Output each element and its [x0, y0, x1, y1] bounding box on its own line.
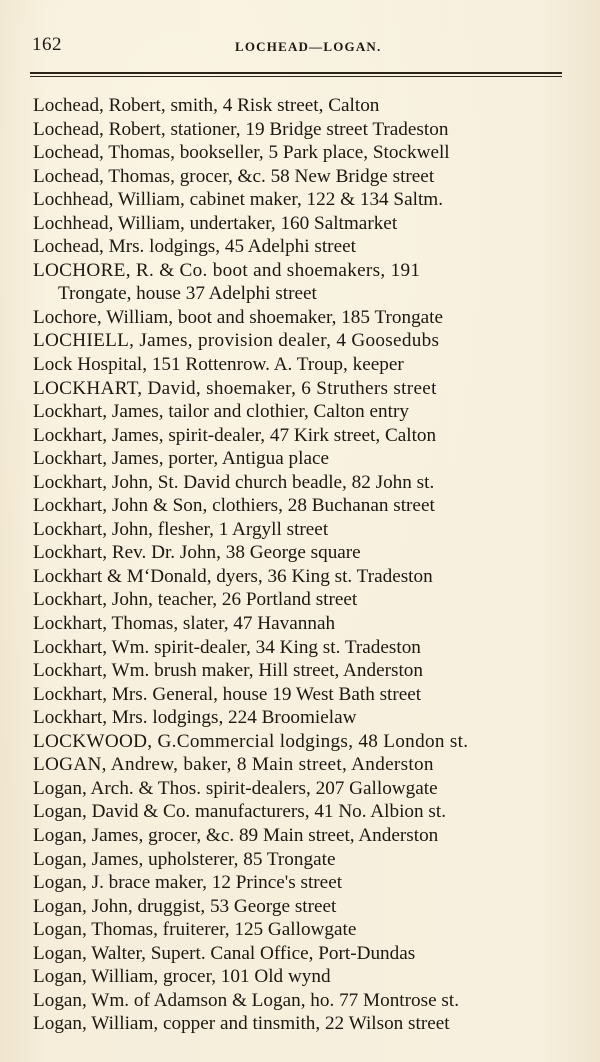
- directory-entry: Lockhart, Wm. spirit-dealer, 34 King st. Tradeston: [33, 636, 421, 658]
- directory-entry: Lockhart, Wm. brush maker, Hill street, Anderston: [33, 660, 423, 682]
- directory-entry: Lochore, William, boot and shoemaker, 185 Trongate: [33, 306, 444, 328]
- directory-entry: Logan, J. brace maker, 12 Prince's street: [33, 872, 343, 894]
- directory-entry: Lockhart, Mrs. lodgings, 224 Broomielaw: [33, 707, 357, 729]
- directory-entry: Logan, Walter, Supert. Canal Office, Port-Dundas: [33, 942, 416, 964]
- directory-entry: Lockhart, John, flesher, 1 Argyll street: [33, 518, 329, 540]
- directory-entry: LOGAN, Andrew, baker, 8 Main street, Anderston: [33, 754, 434, 776]
- directory-entry: Lockhart, James, tailor and clothier, Calton entry: [33, 401, 409, 423]
- page-number: 162: [32, 34, 62, 55]
- directory-entry: Lochead, Thomas, grocer, &c. 58 New Bridge street: [33, 165, 435, 187]
- directory-entry: Logan, William, copper and tinsmith, 22 Wilson street: [33, 1013, 450, 1035]
- directory-entry: Lochead, Robert, stationer, 19 Bridge street Tradeston: [33, 118, 449, 140]
- directory-entry: Lockhart & M‘Donald, dyers, 36 King st. Tradeston: [33, 565, 433, 587]
- directory-entry: LOCKHART, David, shoemaker, 6 Struthers street: [33, 377, 437, 399]
- directory-entry: Logan, James, grocer, &c. 89 Main street, Anderston: [33, 824, 439, 846]
- directory-entry: Lochead, Thomas, bookseller, 5 Park place, Stockwell: [33, 142, 450, 164]
- directory-entry: Lock Hospital, 151 Rottenrow. A. Troup, keeper: [33, 354, 404, 376]
- directory-entry: Logan, Arch. & Thos. spirit-dealers, 207 Gallowgate: [33, 777, 438, 799]
- directory-entry: Lochead, Robert, smith, 4 Risk street, Calton: [33, 95, 380, 116]
- directory-entry: Lockhart, John, St. David church beadle, 82 John st.: [33, 471, 435, 493]
- directory-entry: LOCKWOOD, G.Commercial lodgings, 48 London st.: [33, 730, 469, 752]
- directory-entry: Lockhart, John, teacher, 26 Portland street: [33, 589, 358, 611]
- directory-entry: Lockhart, Thomas, slater, 47 Havannah: [33, 613, 336, 635]
- directory-entry: Lochhead, William, cabinet maker, 122 & 134 Saltm.: [33, 189, 444, 211]
- directory-entry: Lochhead, William, undertaker, 160 Saltmarket: [33, 212, 398, 234]
- directory-entry: Lockhart, James, spirit-dealer, 47 Kirk street, Calton: [33, 424, 437, 446]
- directory-entry: Lockhart, John & Son, clothiers, 28 Buchanan street: [33, 495, 435, 517]
- directory-entry: Lockhart, Rev. Dr. John, 38 George square: [33, 542, 361, 564]
- header-rule: [30, 72, 562, 77]
- directory-entries: [0, 94, 600, 1036]
- directory-entry: Logan, Thomas, fruiterer, 125 Gallowgate: [33, 919, 357, 941]
- directory-entry: Lockhart, James, porter, Antigua place: [33, 448, 329, 470]
- page-header: [30, 34, 570, 60]
- directory-entry: Logan, Wm. of Adamson & Logan, ho. 77 Montrose st.: [33, 989, 459, 1011]
- running-head: LOCHEAD—LOGAN.: [235, 39, 382, 54]
- directory-entry: Lockhart, Mrs. General, house 19 West Bath street: [33, 683, 422, 705]
- directory-entry: LOCHIELL, James, provision dealer, 4 Goosedubs: [33, 330, 440, 352]
- directory-entry: Lochead, Mrs. lodgings, 45 Adelphi street: [33, 236, 356, 258]
- directory-entry: Logan, John, druggist, 53 George street: [33, 895, 337, 917]
- directory-entry-continuation: Trongate, house 37 Adelphi street: [58, 283, 317, 305]
- directory-entry: Logan, James, upholsterer, 85 Trongate: [33, 848, 336, 870]
- directory-entry: Logan, David & Co. manufacturers, 41 No. Albion st.: [33, 801, 446, 823]
- directory-entry: Logan, William, grocer, 101 Old wynd: [33, 966, 331, 988]
- directory-entry: LOCHORE, R. & Co. boot and shoemakers, 191: [33, 259, 421, 281]
